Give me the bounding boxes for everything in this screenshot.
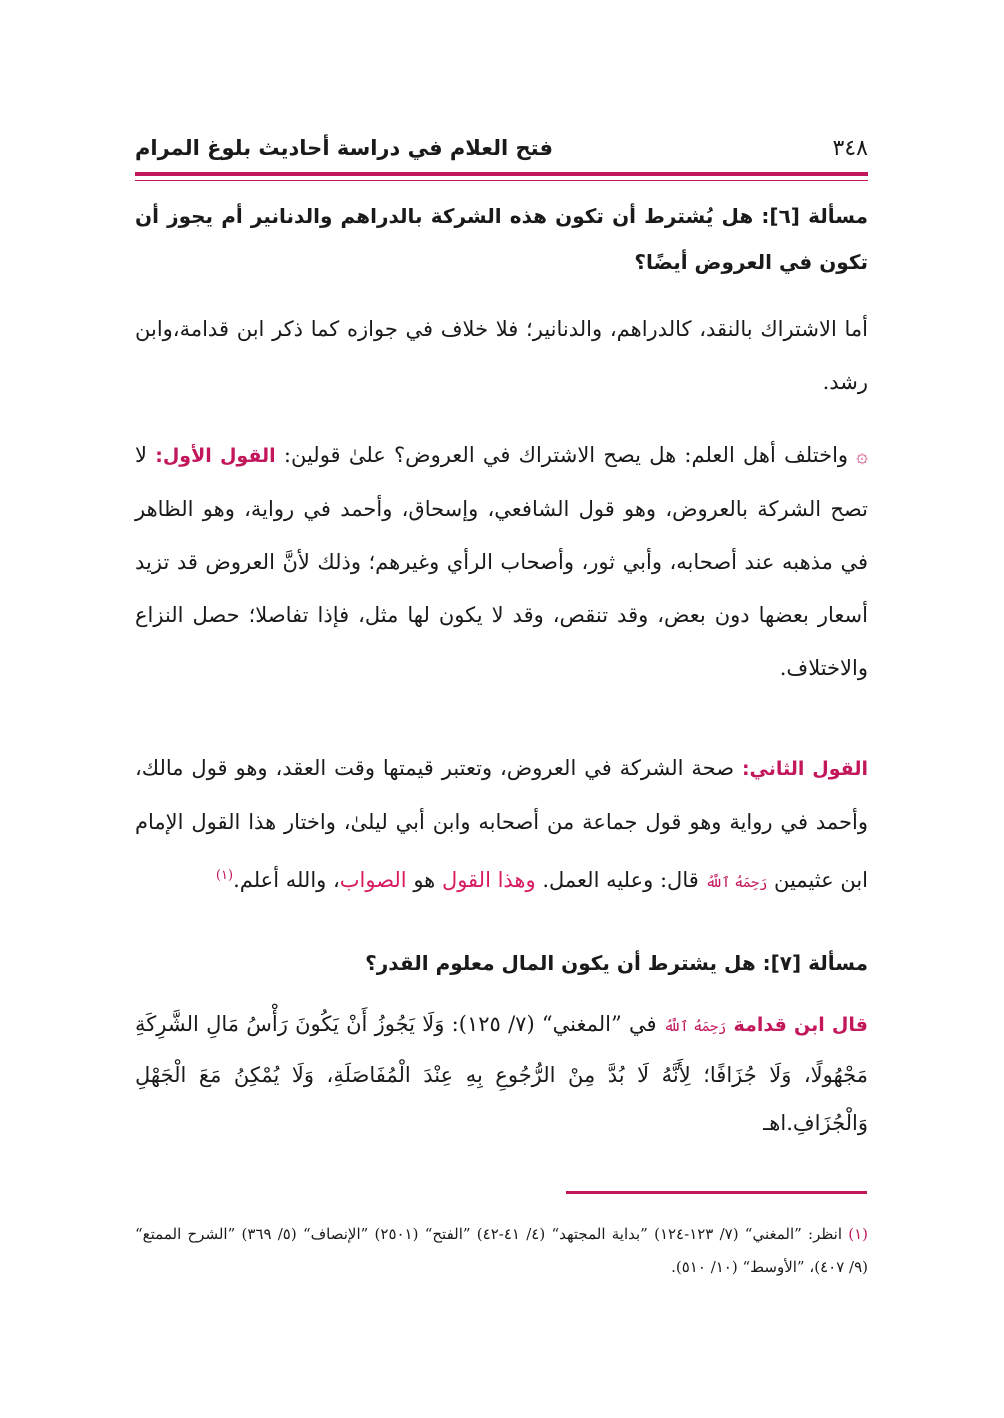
question-7-heading: مسألة [٧]: هل يشترط أن يكون المال معلوم القدر؟ <box>365 951 868 975</box>
footnote-text: انظر: ”المغني“ (٧/ ١٢٣-١٢٤) ”بداية المجتهد“ (٤/ ٤١-٤٢) ”الفتح“ (٢٥٠١) ”الإنصاف“ (٥/ ٣٦٩) ”الشرح الممتع“ (٩/ ٤٠٧)، ”الأوسط“ (١٠/ ٥١٠). <box>135 1225 868 1276</box>
paragraph-text: قال: وعليه العمل. <box>535 868 706 892</box>
honorific: رَحِمَهُ ٱللَّهُ <box>663 1019 727 1035</box>
paragraph-text: واختلف أهل العلم: هل يصح الاشتراك في العروض؟ علىٰ قولين: <box>275 443 857 467</box>
first-opinion-label: القول الأول: <box>155 445 276 467</box>
question-6-heading: مسألة [٦]: هل يُشترط أن تكون هذه الشركة بالدراهم والدنانير أم يجوز أن تكون في العروض أيضًا؟ <box>135 204 868 274</box>
flower-ornament-icon: ۞ <box>856 443 869 467</box>
quote-text: في ”المغني“ (٧/ ١٢٥): وَلَا يَجُوزُ أَنْ يَكُونَ رَأْسُ مَالِ الشَّرِكَةِ مَجْهُولًا، وَلَا جُزَافًا؛ لِأَنَّهُ لَا بُدَّ مِنْ الرُّجُوعِ بِهِ عِنْدَ الْمُفَاصَلَةِ، وَلَا يُمْكِنُ مَعَ الْجَهْلِ وَالْجُزَافِ.اهـ <box>135 1012 868 1135</box>
paragraph-second-opinion <box>135 742 868 910</box>
footnote-reference[interactable]: (١) <box>215 868 234 883</box>
paragraph-text: هو <box>406 868 442 892</box>
highlight-correct: الصواب <box>339 868 407 892</box>
second-opinion-label: القول الثاني: <box>741 758 869 780</box>
footnote-separator <box>566 1191 867 1194</box>
header-rule-thick <box>135 172 868 176</box>
highlight-this-opinion: وهذا القول <box>441 868 536 892</box>
header-rule-thin <box>135 180 868 181</box>
paragraph-text: ، والله أعلم. <box>233 868 340 892</box>
paragraph-cash-partnership: أما الاشتراك بالنقد، كالدراهم، والدنانير؛ فلا خلاف في جوازه كما ذكر ابن قدامة،وابن رشد. <box>135 317 868 394</box>
paragraph-text: لا تصح الشركة بالعروض، وهو قول الشافعي، وإسحاق، وأحمد في رواية، وهو الظاهر في مذهبه عند أصحابه، وأبي ثور، وأصحاب الرأي وغيرهم؛ وذلك لأنَّ العروض قد تزيد أسعار بعضها دون بعض، وقد تنقص، وقد لا يكون لها مثل، فإذا تفاصلا؛ حصل النزاع والاختلاف. <box>135 443 868 680</box>
paragraph-text: صحة الشركة في العروض، وتعتبر قيمتها وقت العقد، وهو قول مالك، وأحمد في رواية وهو قول جماعة من أصحابه وابن أبي ليلىٰ، واختار هذا القول الإمام ابن عثيمين <box>135 756 868 892</box>
paragraph-first-opinion <box>135 429 868 695</box>
running-header <box>135 128 868 168</box>
book-title: فتح العلام في دراسة أحاديث بلوغ المرام <box>135 136 553 160</box>
footnote-number: (١) <box>848 1225 869 1243</box>
honorific: رَحِمَهُ ٱللَّهُ <box>705 875 768 891</box>
paragraph-ibn-qudama-quote <box>135 1000 868 1147</box>
quote-author-label: قال ابن قدامة <box>733 1014 868 1036</box>
footnote <box>135 1218 868 1284</box>
page-number: ٣٤٨ <box>832 135 868 161</box>
